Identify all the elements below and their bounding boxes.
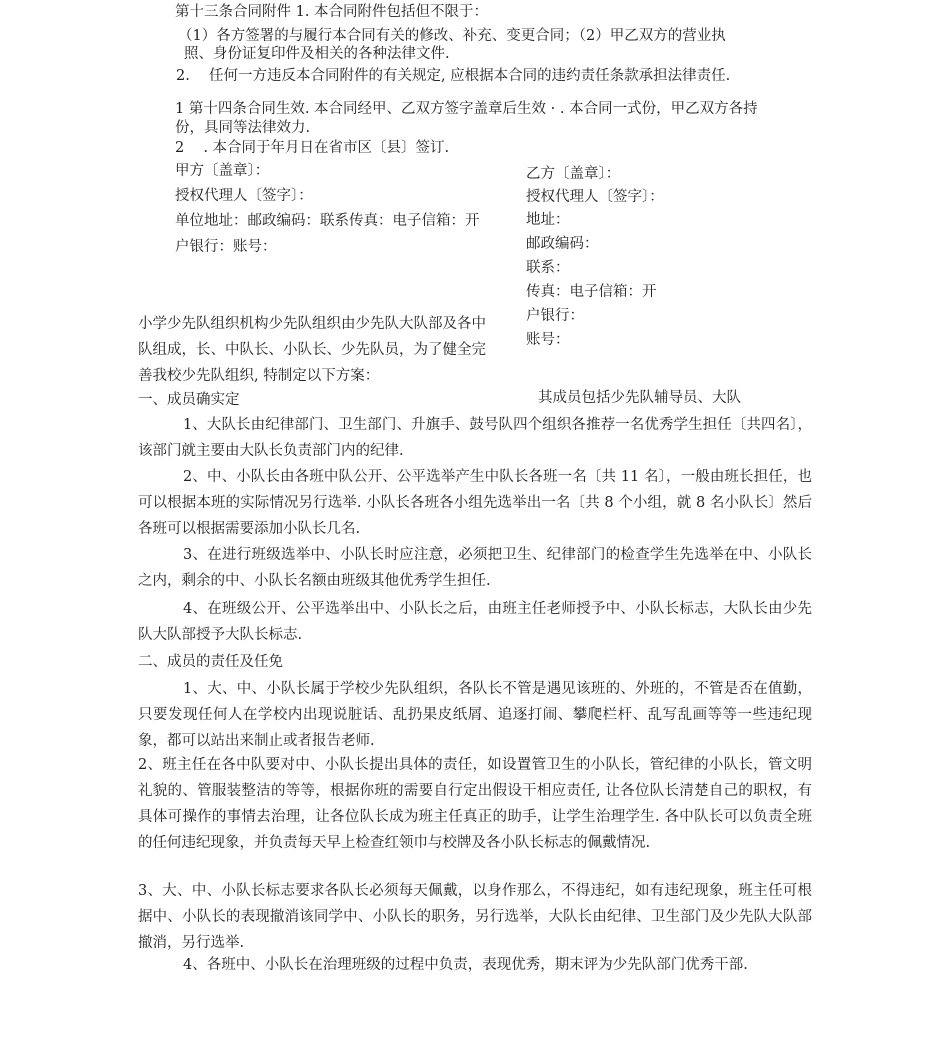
article-13-title: 第十三条合同附件 1. 本合同附件包括但不限于： xyxy=(175,4,489,20)
article-13-item-1b: 照、身份证复印件及相关的各种法律文件. xyxy=(184,46,450,62)
party-b-account: 账号： xyxy=(526,332,570,348)
section-2-para-2: 2、班主任在各中队要对中、小队长提出具体的责任，如设置管卫生的小队长，管纪律的小队长，管文明礼貌的、管服装整洁的等等，根据你班的需要自行定出假设干相应责任, 让各位队长清楚自己的职权，有具体可操作的事情去治理，让各位队长成为班主任真正的助手，让学生治理学生. 各中队长可以负责全班的任何违纪现象，并负责每天早上检查红领巾与校牌及各小队长标志的佩戴情况. xyxy=(138,757,812,851)
members-side-note: 其成员包括少先队辅导员、大队 xyxy=(538,390,741,406)
party-b-postcode: 邮政编码： xyxy=(526,236,599,252)
article-13-item-1a: （1）各方签署的与履行本合同有关的修改、补充、变更合同；（2）甲乙双方的营业执 xyxy=(178,28,726,44)
party-a-bank: 户银行：账号： xyxy=(175,239,277,255)
section-1-para-4: 4、在班级公开、公平选举出中、小队长之后，由班主任老师授予中、小队长标志，大队长由少先队大队部授予大队长标志. xyxy=(138,601,812,643)
party-b-address: 地址： xyxy=(526,212,570,228)
section-1-para-3: 3、在进行班级选举中、小队长时应注意，必须把卫生、纪律部门的检查学生先选举在中、小队长之内，剩余的中、小队长名额由班级其他优秀学生担任. xyxy=(138,547,812,589)
article-14-line-3: 2 . 本合同于年月日在省市区〔县〕签订. xyxy=(175,140,450,156)
plan-intro-line-3: 善我校少先队组织, 特制定以下方案： xyxy=(138,368,380,384)
party-b-contact: 联系： xyxy=(526,260,570,276)
section-2-para-4: 4、各班中、小队长在治理班级的过程中负责，表现优秀，期末评为少先队部门优秀干部. xyxy=(183,957,748,973)
party-a-seal: 甲方〔盖章〕： xyxy=(175,163,270,179)
article-14-line-1: 1 第十四条合同生效. 本合同经甲、乙双方签字盖章后生效 · . 本合同一式份，甲乙双方各持 xyxy=(175,101,758,117)
section-1-para-1: 1、大队长由纪律部门、卫生部门、升旗手、鼓号队四个组织各推荐一名优秀学生担任〔共四名〕，该部门就主要由大队长负责部门内的纪律. xyxy=(138,417,812,459)
article-14-line-2: 份，具同等法律效力. xyxy=(175,120,311,136)
party-b-fax: 传真：电子信箱：开 xyxy=(526,284,657,300)
section-1-heading: 一、成员确实定 xyxy=(138,392,240,408)
section-1-para-2: 2、中、小队长由各班中队公开、公平选举产生中队长各班一名〔共 11 名〕，一般由班长担任，也可以根据本班的实际情况另行选举. 小队长各班各小组先选举出一名〔共 8 个小组，就 8 名小队长〕然后各班可以根据需要添加小队长几名. xyxy=(138,469,812,537)
party-b-bank: 户银行： xyxy=(526,308,584,324)
party-b-agent: 授权代理人〔签字〕： xyxy=(526,189,664,205)
article-13-item-2: 2. 任何一方违反本合同附件的有关规定, 应根据本合同的违约责任条款承担法律责任. xyxy=(176,68,731,84)
section-2-para-3: 3、大、中、小队长标志要求各队长必须每天佩戴，以身作那么，不得违纪，如有违纪现象，班主任可根据中、小队长的表现撤消该同学中、小队长的职务，另行选举，大队长由纪律、卫生部门及少先队大队部撤消，另行选举. xyxy=(138,883,812,951)
party-b-seal: 乙方〔盖章〕： xyxy=(526,166,621,182)
section-2-heading: 二、成员的责任及任免 xyxy=(138,654,283,670)
party-a-info: 单位地址：邮政编码：联系传真：电子信箱：开 xyxy=(175,213,480,229)
party-a-agent: 授权代理人〔签字〕： xyxy=(175,188,313,204)
section-2-para-1: 1、大、中、小队长属于学校少先队组织，各队长不管是遇见该班的、外班的，不管是否在值勤，只要发现任何人在学校内出现说脏话、乱扔果皮纸屑、追逐打闹、攀爬栏杆、乱写乱画等等一些违纪现象，都可以站出来制止或者报告老师. xyxy=(138,681,812,749)
plan-intro-line-1: 小学少先队组织机构少先队组织由少先队大队部及各中 xyxy=(138,316,486,332)
plan-intro-line-2: 队组成，长、中队长、小队长、少先队员，为了健全完 xyxy=(138,342,486,358)
